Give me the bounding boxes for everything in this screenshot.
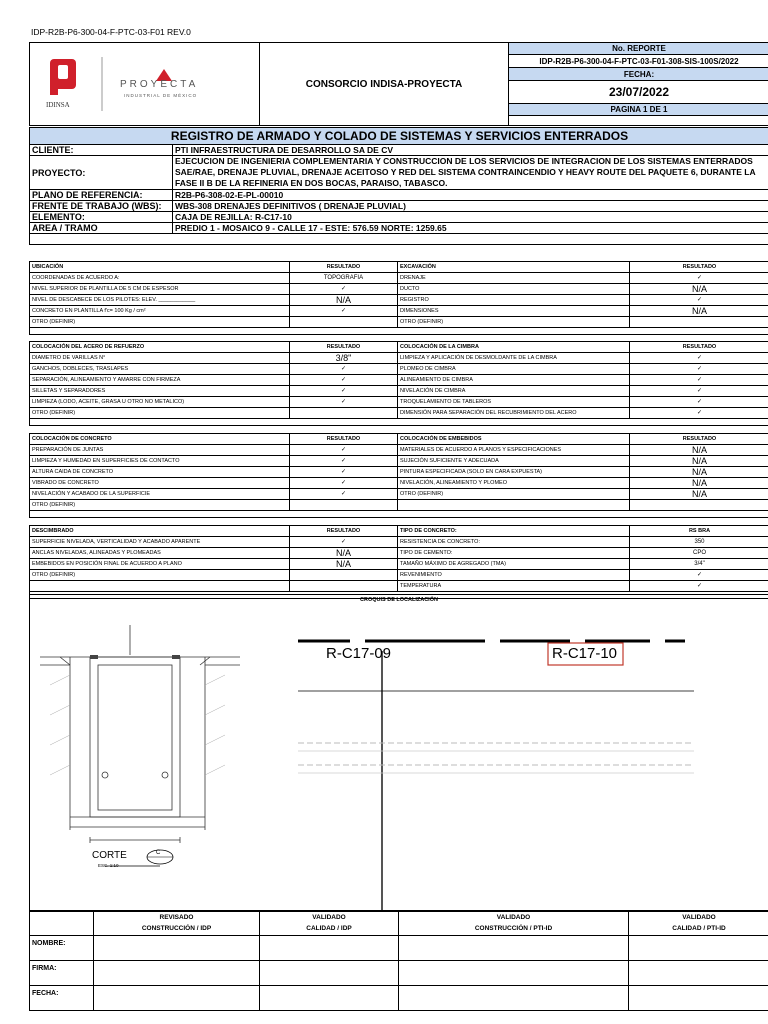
item-label: DRENAJE (398, 273, 630, 284)
item-result: N/A (630, 284, 768, 295)
item-label: NIVELACIÓN, ALINEAMIENTO Y PLOMEO (398, 478, 630, 489)
sig-row-firma: FIRMA: (30, 961, 94, 986)
item-label: LIMPIEZA Y APLICACIÓN DE DESMOLDANTE DE LA CIMBRA (398, 353, 630, 364)
sec3-left-result-header: RESULTADO (290, 434, 398, 445)
item-label: TAMAÑO MÁXIMO DE AGREGADO (TMA) (398, 559, 630, 570)
item-label: COORDENADAS DE ACUERDO A: (30, 273, 290, 284)
item-label: NIVELACIÓN Y ACABADO DE LA SUPERFICIE (30, 489, 290, 500)
sig-col-3: VALIDADO CONSTRUCCIÓN / PTI-ID (399, 911, 629, 936)
report-date: 23/07/2022 (509, 80, 768, 103)
item-result: N/A (630, 467, 768, 478)
item-label: RESISTENCIA DE CONCRETO: (398, 537, 630, 548)
checklist-row (30, 500, 768, 511)
item-label: TROQUELAMIENTO DE TABLEROS (398, 397, 630, 408)
item-label: CONCRETO EN PLANTILLA f'c= 100 Kg / cm² (30, 306, 290, 317)
item-result: 3/8" (290, 353, 398, 364)
item-label: SEPARACIÓN, ALINEAMIENTO Y AMARRE CON FIRMEZA (30, 375, 290, 386)
item-label: DIAMETRO DE VARILLAS N° (30, 353, 290, 364)
corte-scale: ESC. 1:10 (98, 863, 119, 868)
item-result: ✓ (290, 284, 398, 295)
item-result: 350 (630, 537, 768, 548)
item-result: ✓ (290, 375, 398, 386)
item-result (290, 500, 398, 511)
item-label: SUJECIÓN SUFICIENTE Y ADECUADA (398, 456, 630, 467)
item-result: TOPOGRAFIA (290, 273, 398, 284)
corte-mark: C (156, 850, 161, 856)
sec4-left-title: DESCIMBRADO (30, 526, 290, 537)
item-result: N/A (630, 489, 768, 500)
sig-col-2: VALIDADO CALIDAD / IDP (260, 911, 399, 936)
proyecta-text: PROYECTA (120, 79, 199, 90)
document-reference: IDP-R2B-P6-300-04-F-PTC-03-F01 REV.0 (31, 27, 191, 37)
checklist-row (30, 445, 768, 456)
item-label: REVENIMIENTO (398, 570, 630, 581)
sec1-right-title: EXCAVACIÓN (398, 262, 630, 273)
item-label: GANCHOS, DOBLECES, TRASLAPES (30, 364, 290, 375)
item-label: OTRO (DEFINIR) (30, 408, 290, 419)
proyecto-value: EJECUCION DE INGENIERIA COMPLEMENTARIA Y CONSTRUCCION DE LOS SERVICIOS DE INTEGRACION DE LOS SISTEMAS ENTERRADOS SAE/RAE, DRENAJE PLUVIAL, DRENAJE ACEITOSO Y RED DEL SISTEMA CONTRAINCENDIO Y HEAVY ROUTE DEL PAQUETE 6, DURANTE LA FASE II B DE LA REFINERIA EN DOS BOCAS, PARAISO, TABASCO. (173, 156, 768, 190)
checklist-row (30, 570, 768, 581)
sec4-right-title: TIPO DE CONCRETO: (398, 526, 630, 537)
item-label: OTRO (DEFINIR) (30, 500, 290, 511)
plano-label: PLANO DE REFERENCIA: (30, 190, 173, 201)
checklist-row (30, 317, 768, 328)
item-result: N/A (290, 295, 398, 306)
sig-row-fecha: FECHA: (30, 986, 94, 1011)
elemento-value: CAJA DE REJILLA: R-C17-10 (173, 212, 768, 223)
item-result: N/A (290, 548, 398, 559)
checklist-row (30, 581, 768, 592)
checklist-row (30, 375, 768, 386)
section-ubicacion-excavacion (29, 261, 768, 335)
item-label: TEMPERATURA (398, 581, 630, 592)
item-result: ✓ (290, 445, 398, 456)
checklist-row (30, 408, 768, 419)
frente-value: WBS-308 DRENAJES DEFINITIVOS ( DRENAJE PLUVIAL) (173, 201, 768, 212)
item-result: ✓ (630, 295, 768, 306)
elemento-label: ELEMENTO: (30, 212, 173, 223)
item-result: 3/4" (630, 559, 768, 570)
item-label: PREPARACIÓN DE JUNTAS (30, 445, 290, 456)
sec2-right-title: COLOCACIÓN DE LA CIMBRA (398, 342, 630, 353)
item-result: ✓ (290, 397, 398, 408)
item-label: PINTURA ESPECIFICADA (SOLO EN CARA EXPUESTA) (398, 467, 630, 478)
sig-col-1: REVISADO CONSTRUCCIÓN / IDP (94, 911, 260, 936)
section-concreto-embebidos (29, 433, 768, 518)
frente-label: FRENTE DE TRABAJO (WBS): (30, 201, 173, 212)
sig-col-4: VALIDADO CALIDAD / PTI-ID (629, 911, 768, 936)
item-label: NIVEL SUPERIOR DE PLANTILLA DE 5 CM DE ESPESOR (30, 284, 290, 295)
idinsa-text: IDINSA (46, 101, 70, 109)
label-r-c17-09: R-C17-09 (326, 645, 392, 662)
item-label: PLOMEO DE CIMBRA (398, 364, 630, 375)
item-label: MATERIALES DE ACUERDO A PLANOS Y ESPECIFICACIONES (398, 445, 630, 456)
area-value: PREDIO 1 - MOSAICO 9 - CALLE 17 - ESTE: 576.59 NORTE: 1259.65 (173, 223, 768, 234)
item-label: TIPO DE CEMENTO: (398, 548, 630, 559)
checklist-row (30, 386, 768, 397)
item-label: OTRO (DEFINIR) (30, 570, 290, 581)
item-result (290, 570, 398, 581)
checklist-row (30, 353, 768, 364)
item-label: NIVELACIÓN DE CIMBRA (398, 386, 630, 397)
checklist-row (30, 456, 768, 467)
item-result: ✓ (290, 456, 398, 467)
checklist-row (30, 273, 768, 284)
info-table (29, 127, 768, 245)
checklist-row (30, 548, 768, 559)
item-result: N/A (290, 559, 398, 570)
item-label: SUPERFICIE NIVELADA, VERTICALIDAD Y ACABADO APARENTE (30, 537, 290, 548)
item-label: SILLETAS Y SEPARADORES (30, 386, 290, 397)
sig-row-nombre: NOMBRE: (30, 936, 94, 961)
item-label: LIMPIEZA (LODO, ACEITE, GRASA U OTRO NO METALICO) (30, 397, 290, 408)
plano-value: R2B-P6-308-02-E-PL-00010 (173, 190, 768, 201)
checklist-row (30, 295, 768, 306)
sec2-left-title: COLOCACIÓN DEL ACERO DE REFUERZO (30, 342, 290, 353)
item-label: DIMENSIONES (398, 306, 630, 317)
item-label: DIMENSIÓN PARA SEPARACIÓN DEL RECUBRIMIENTO DEL ACERO (398, 408, 630, 419)
checklist-row (30, 559, 768, 570)
item-result: ✓ (630, 364, 768, 375)
item-label: LIMPIEZA Y HUMEDAD EN SUPERFICIES DE CONTACTO (30, 456, 290, 467)
item-label: OTRO (DEFINIR) (398, 489, 630, 500)
item-result (290, 581, 398, 592)
date-label: FECHA: (509, 68, 768, 80)
section-drawing (30, 595, 768, 911)
item-result: ✓ (290, 478, 398, 489)
item-label: ALINEAMIENTO DE CIMBRA (398, 375, 630, 386)
item-result (630, 500, 768, 511)
item-result: ✓ (630, 570, 768, 581)
sec3-right-title: COLOCACIÓN DE EMBEBIDOS (398, 434, 630, 445)
item-result (630, 317, 768, 328)
item-label (30, 581, 290, 592)
label-r-c17-10: R-C17-10 (552, 645, 618, 662)
checklist-row (30, 284, 768, 295)
item-label: EMBEBIDOS EN POSICIÓN FINAL DE ACUERDO A PLANO (30, 559, 290, 570)
item-result (290, 408, 398, 419)
sec3-right-result-header: RESULTADO (630, 434, 768, 445)
item-result: ✓ (290, 537, 398, 548)
proyecto-label: PROYECTO: (30, 156, 173, 190)
corte-label: CORTE (92, 850, 127, 861)
section-acero-cimbra (29, 341, 768, 426)
item-label: OTRO (DEFINIR) (30, 317, 290, 328)
item-label: DUCTO (398, 284, 630, 295)
item-result: ✓ (290, 467, 398, 478)
item-result: N/A (630, 456, 768, 467)
item-result: ✓ (630, 397, 768, 408)
item-result: N/A (630, 445, 768, 456)
item-result (290, 317, 398, 328)
page-number: PAGINA 1 DE 1 (509, 103, 768, 115)
item-result: ✓ (290, 306, 398, 317)
item-result: ✓ (630, 386, 768, 397)
item-result: N/A (630, 306, 768, 317)
checklist-row (30, 467, 768, 478)
cliente-label: CLIENTE: (30, 145, 173, 156)
item-label: OTRO (DEFINIR) (398, 317, 630, 328)
item-label (398, 500, 630, 511)
item-result: N/A (630, 478, 768, 489)
form-title: REGISTRO DE ARMADO Y COLADO DE SISTEMAS Y SERVICIOS ENTERRADOS (30, 128, 768, 145)
sec3-left-title: COLOCACIÓN DE CONCRETO (30, 434, 290, 445)
proyecta-subtext: INDUSTRIAL DE MÉXICO (124, 93, 198, 98)
checklist-row (30, 364, 768, 375)
cliente-value: PTI INFRAESTRUCTURA DE DESARROLLO SA DE CV (173, 145, 768, 156)
sec2-right-result-header: RESULTADO (630, 342, 768, 353)
item-result: ✓ (630, 273, 768, 284)
checklist-row (30, 306, 768, 317)
item-label: ALTURA CAIDA DE CONCRETO (30, 467, 290, 478)
item-result: CPO (630, 548, 768, 559)
report-number: IDP-R2B-P6-300-04-F-PTC-03-F01-308-SIS-100S/2022 (509, 55, 768, 68)
item-label: VIBRADO DE CONCRETO (30, 478, 290, 489)
sec1-left-title: UBICACIÓN (30, 262, 290, 273)
checklist-row (30, 478, 768, 489)
location-sketch (29, 594, 768, 912)
sec2-left-result-header: RESULTADO (290, 342, 398, 353)
item-label: ANCLAS NIVELADAS, ALINEADAS Y PLOMEADAS (30, 548, 290, 559)
item-result: ✓ (630, 375, 768, 386)
checklist-row (30, 537, 768, 548)
sec4-right-result-header: RS BRA (630, 526, 768, 537)
item-result: ✓ (290, 386, 398, 397)
signatures-table (29, 910, 768, 1011)
item-label: NIVEL DE DESCABECE DE LOS PILOTES: ELEV. ____________ (30, 295, 290, 306)
logos-cell (30, 43, 260, 126)
item-result: ✓ (630, 408, 768, 419)
area-label: AREA / TRAMO (30, 223, 173, 234)
sec1-right-result-header: RESULTADO (630, 262, 768, 273)
item-result: ✓ (290, 364, 398, 375)
report-label: No. REPORTE (509, 43, 768, 55)
section-descimbrado-tipo-concreto (29, 525, 768, 599)
header-table (29, 42, 768, 126)
checklist-row (30, 397, 768, 408)
item-result: ✓ (630, 581, 768, 592)
item-result: ✓ (630, 353, 768, 364)
checklist-row (30, 489, 768, 500)
item-label: REGISTRO (398, 295, 630, 306)
sec1-left-result-header: RESULTADO (290, 262, 398, 273)
sketch-caption: CROQUIS DE LOCALIZACIÓN (360, 597, 438, 603)
sec4-left-result-header: RESULTADO (290, 526, 398, 537)
company-name: CONSORCIO INDISA-PROYECTA (260, 43, 509, 126)
item-result: ✓ (290, 489, 398, 500)
